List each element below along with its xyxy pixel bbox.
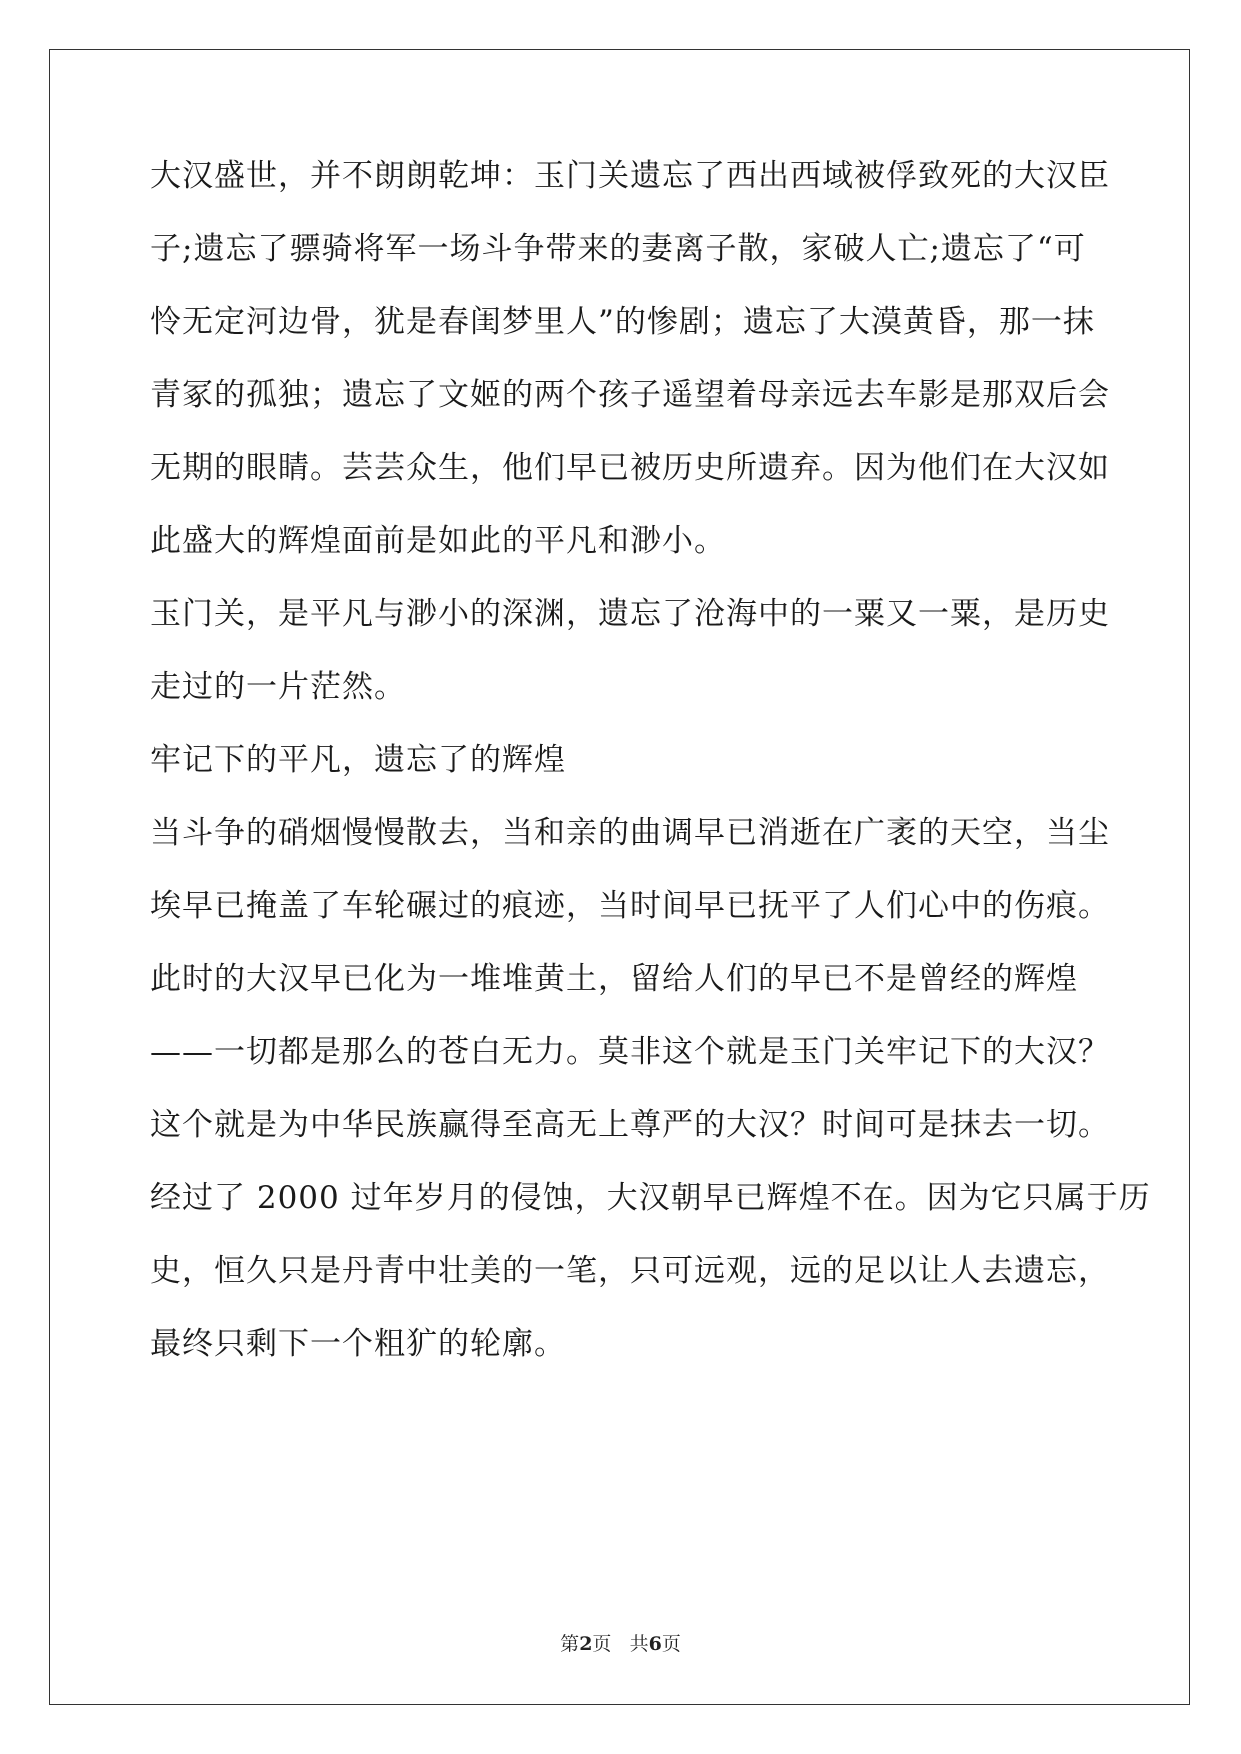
text-line: 怜无定河边骨，犹是春闺梦里人”的惨剧；遗忘了大漠黄昏，那一抹	[150, 304, 1095, 340]
page-border	[49, 49, 1190, 1705]
text-line: 经过了 2000 过年岁月的侵蚀，大汉朝早已辉煌不在。因为它只属于历	[150, 1180, 1151, 1216]
footer-prefix: 第	[560, 1633, 580, 1655]
footer-page-suffix: 页	[592, 1633, 612, 1655]
text-line: 此时的大汉早已化为一堆堆黄土，留给人们的早已不是曾经的辉煌	[150, 961, 1078, 997]
page-number: 2	[579, 1633, 593, 1655]
text-line: 最终只剩下一个粗犷的轮廓。	[150, 1326, 566, 1362]
text-line: 当斗争的硝烟慢慢散去，当和亲的曲调早已消逝在广袤的天空，当尘	[150, 815, 1110, 851]
text-line: 大汉盛世，并不朗朗乾坤：玉门关遗忘了西出西域被俘致死的大汉臣	[150, 158, 1110, 194]
text-line: 无期的眼睛。芸芸众生，他们早已被历史所遗弃。因为他们在大汉如	[150, 450, 1110, 486]
page-footer	[0, 1632, 1241, 1656]
text-line: 史，恒久只是丹青中壮美的一笔，只可远观，远的足以让人去遗忘，	[150, 1253, 1110, 1289]
text-line: 此盛大的辉煌面前是如此的平凡和渺小。	[150, 523, 726, 559]
text-line: 这个就是为中华民族赢得至高无上尊严的大汉？时间可是抹去一切。	[150, 1107, 1110, 1143]
text-line: 子;遗忘了骠骑将军一场斗争带来的妻离子散，家破人亡;遗忘了“可	[150, 231, 1086, 267]
text-line: 埃早已掩盖了车轮碾过的痕迹，当时间早已抚平了人们心中的伤痕。	[150, 888, 1110, 924]
text-line: ——一切都是那么的苍白无力。莫非这个就是玉门关牢记下的大汉？	[150, 1034, 1110, 1070]
footer-total-suffix: 页	[661, 1633, 681, 1655]
footer-total-prefix: 共	[629, 1633, 649, 1655]
section-heading: 牢记下的平凡，遗忘了的辉煌	[150, 742, 566, 778]
text-line: 走过的一片茫然。	[150, 669, 406, 705]
total-pages: 6	[648, 1633, 662, 1655]
text-line: 玉门关，是平凡与渺小的深渊，遗忘了沧海中的一粟又一粟，是历史	[150, 596, 1110, 632]
text-line: 青冢的孤独；遗忘了文姬的两个孩子遥望着母亲远去车影是那双后会	[150, 377, 1110, 413]
